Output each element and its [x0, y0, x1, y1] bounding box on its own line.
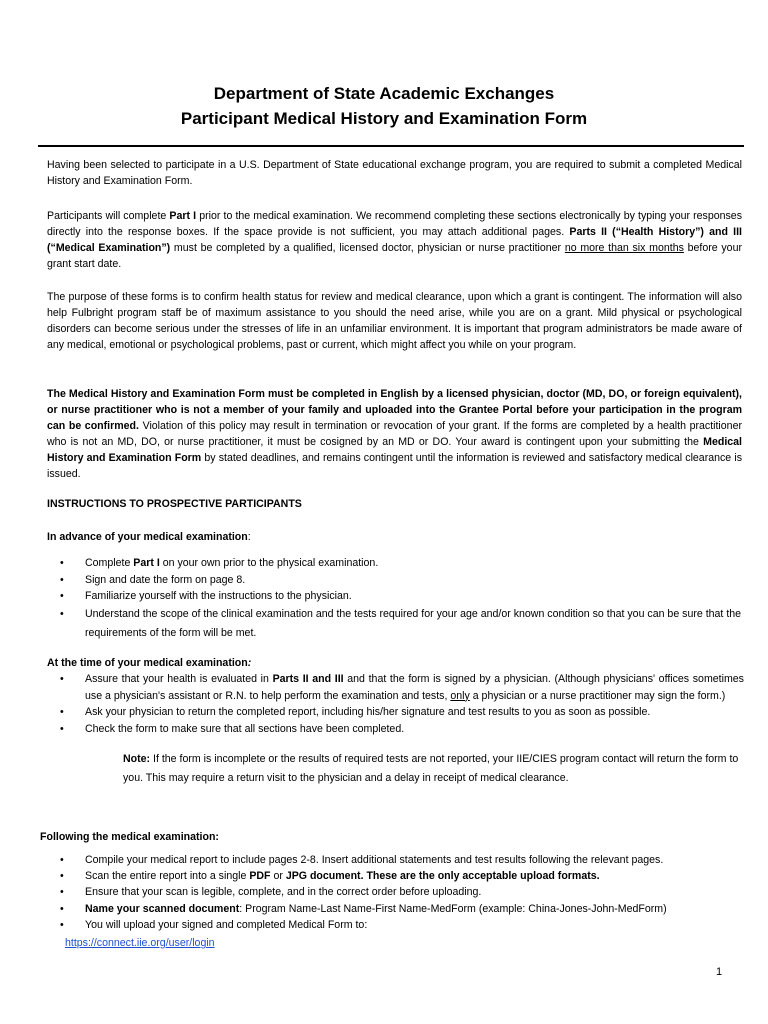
intro-paragraph-4: The Medical History and Examination Form must be completed in English by a licensed physician, doctor (MD, DO, or foreign equivalent), or nurse practitioner who is not a member of your family and uploaded into the Grantee Portal before your participation in the program can be confirmed. Violation of this policy may result in termination or revocation of your grant. If the forms are completed by a health practitioner who is not an MD, DO, or nurse practitioner, it must be cosigned by an MD or DO. Your award is contingent upon your submitting the Medical History and Examination Form by stated deadlines, and remains contingent until the information is reviewed and satisfactory medical clearance is issued.	[47, 388, 742, 480]
list-item: • Familiarize yourself with the instructions to the physician.	[60, 588, 744, 605]
intro-paragraph-1: Having been selected to participate in a U.S. Department of State educational exchange program, you are required to submit a completed Medical History and Examination Form.	[47, 159, 742, 187]
list-item: • Scan the entire report into a single PDF or JPG document. These are the only acceptable upload formats.	[60, 868, 744, 884]
list-item: • Name your scanned document: Program Name-Last Name-First Name-MedForm (example: China-Jones-John-MedForm)	[60, 901, 744, 917]
following-exam-heading: Following the medical examination:	[40, 831, 219, 843]
title-divider	[38, 145, 744, 147]
instructions-heading: INSTRUCTIONS TO PROSPECTIVE PARTICIPANTS	[47, 498, 302, 510]
list-item: • You will upload your signed and completed Medical Form to:	[60, 917, 744, 933]
intro-paragraph-2: Participants will complete Part I prior to the medical examination. We recommend completing these sections electronically by typing your responses directly into the response boxes. If the space provide is not sufficient, you may attach additional pages. Parts II (“Health History”) and III (“Medical Examination”) must be completed by a qualified, licensed doctor, physician or nurse practitioner no more than six months before your grant start date.	[47, 210, 742, 270]
list-item: • Sign and date the form on page 8.	[60, 572, 744, 589]
following-exam-list	[60, 852, 744, 933]
list-item: • Check the form to make sure that all sections have been completed.	[60, 721, 744, 738]
list-item: • Understand the scope of the clinical examination and the tests required for your age and/or known condition so that you can be sure that the requirements of the form will be met.	[60, 605, 744, 643]
list-item: • Ask your physician to return the completed report, including his/her signature and test results to you as soon as possible.	[60, 704, 744, 721]
advance-heading: In advance of your medical examination:	[47, 531, 251, 543]
grantee-portal-link[interactable]: https://connect.iie.org/user/login	[65, 937, 215, 949]
list-item: • Compile your medical report to include pages 2-8. Insert additional statements and test results following the relevant pages.	[60, 852, 744, 868]
list-item: • Complete Part I on your own prior to the physical examination.	[60, 555, 744, 572]
list-item: • Assure that your health is evaluated in Parts II and III and that the form is signed by a physician. (Although physicians' offices sometimes use a physician's assistant or R.N. to help perform the examination and tests, only a physician or a nurse practitioner may sign the form.)	[60, 671, 744, 704]
note-paragraph: Note: If the form is incomplete or the results of required tests are not reported, your IIE/CIES program contact will return the form to you. This may require a return visit to the physician and a delay in receipt of medical clearance.	[123, 753, 739, 784]
page-title-line-1: Department of State Academic Exchanges	[213, 84, 555, 103]
page-title-line-2: Participant Medical History and Examination Form	[180, 109, 588, 128]
advance-list	[60, 555, 744, 643]
intro-paragraph-3: The purpose of these forms is to confirm health status for review and medical clearance, upon which a grant is contingent. The information will also help Fulbright program staff be of maximum assistance to you should the need arise, while you are on a grant. Mild physical or psychological disorders can become serious under the stresses of life in an unfamiliar environment. It is important that program administrators be made aware of any medical, emotional or psychological problems, past or current, which might affect you while on your program.	[47, 291, 742, 351]
page-number: 1	[716, 966, 723, 978]
time-of-exam-heading: At the time of your medical examination:	[47, 657, 252, 669]
list-item: • Ensure that your scan is legible, complete, and in the correct order before uploading.	[60, 884, 744, 900]
time-of-exam-list	[60, 671, 744, 737]
